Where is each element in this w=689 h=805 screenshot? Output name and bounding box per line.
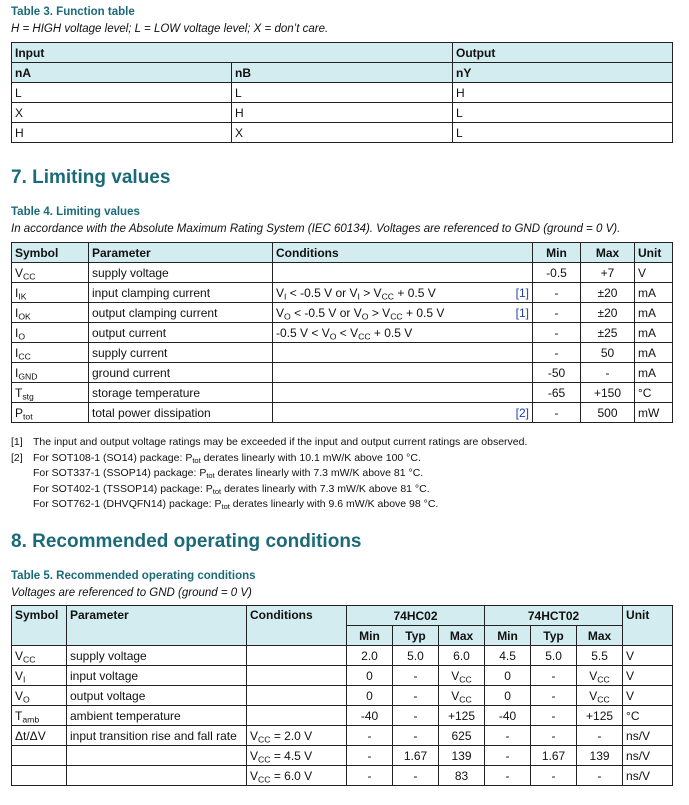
table-row	[12, 83, 673, 103]
parameter-cell: storage temperature	[89, 383, 273, 403]
parameter-cell: supply voltage	[67, 646, 247, 666]
col-max: Max	[439, 626, 485, 646]
conditions-cell	[273, 303, 533, 323]
col-max: Max	[581, 243, 635, 263]
min-cell: -50	[533, 363, 581, 383]
table-row	[12, 123, 673, 143]
table-row	[12, 343, 673, 363]
symbol-subscript: tot	[23, 410, 33, 421]
footnote-ref-link[interactable]: [1]	[515, 305, 529, 320]
parameter-cell: supply voltage	[89, 263, 273, 283]
symbol-subscript: GND	[18, 370, 38, 381]
max-cell: +150	[581, 383, 635, 403]
symbol-subscript: CC	[18, 350, 31, 361]
conditions-cell	[273, 263, 533, 283]
value-cell: -	[347, 766, 393, 786]
table-row	[12, 303, 673, 323]
unit-cell: V	[623, 666, 673, 686]
value-cell: $V_{CC}$	[577, 666, 623, 686]
parameter-cell: output voltage	[67, 686, 247, 706]
table-cell: L	[232, 83, 453, 103]
value-cell: 0	[347, 686, 393, 706]
symbol-base: V	[15, 668, 24, 683]
value-cell: -	[347, 746, 393, 766]
col-unit: Unit	[635, 243, 673, 263]
max-cell: 50	[581, 343, 635, 363]
footnote-number: [1]	[11, 436, 23, 448]
max-cell: 500	[581, 403, 635, 423]
footnote-text: For SOT337-1 (SSOP14) package: $P_{tot}$ derates linearly with 7.3 mW/K above 81 °C.	[33, 467, 424, 481]
value-cell: 5.5	[577, 646, 623, 666]
value-cell: 0	[485, 666, 531, 686]
unit-cell: mW	[635, 403, 673, 423]
parameter-cell: ambient temperature	[67, 706, 247, 726]
value-cell: 139	[577, 746, 623, 766]
value-cell: -	[577, 766, 623, 786]
footnote-text: For SOT402-1 (TSSOP14) package: $P_{tot}$ derates linearly with 7.3 mW/K above 81 °C.	[33, 482, 430, 496]
col-unit: Unit	[623, 606, 673, 646]
symbol-cell	[12, 403, 89, 423]
col-ny: nY	[453, 63, 673, 83]
symbol-cell	[12, 746, 67, 766]
unit-cell: °C	[635, 383, 673, 403]
parameter-cell: ground current	[89, 363, 273, 383]
symbol-cell	[12, 666, 67, 686]
col-group-74hct02: 74HCT02	[485, 606, 623, 626]
max-cell: ±20	[581, 283, 635, 303]
table-row	[12, 686, 673, 706]
value-cell: 0	[347, 666, 393, 686]
symbol-cell	[12, 766, 67, 786]
min-cell: -0.5	[533, 263, 581, 283]
max-cell: ±25	[581, 323, 635, 343]
parameter-cell: input voltage	[67, 666, 247, 686]
col-max: Max	[577, 626, 623, 646]
value-cell: -	[393, 686, 439, 706]
conditions-cell	[247, 666, 347, 686]
symbol-base: V	[15, 265, 24, 280]
table-cell: X	[12, 103, 232, 123]
table-row	[12, 363, 673, 383]
value-cell: -	[393, 666, 439, 686]
value-cell: -	[531, 686, 577, 706]
table-row	[12, 646, 673, 666]
input-group-header: Input	[12, 43, 453, 63]
table-row	[12, 726, 673, 746]
value-cell: -40	[485, 706, 531, 726]
value-cell: 139	[439, 746, 485, 766]
conditions-cell	[273, 403, 533, 423]
symbol-subscript: amb	[22, 713, 40, 724]
col-typ: Typ	[393, 626, 439, 646]
col-symbol: Symbol	[12, 243, 89, 263]
footnote-text: The input and output voltage ratings may be exceeded if the input and output current ratings are observed.	[33, 436, 528, 448]
min-cell: -	[533, 283, 581, 303]
table-cell: L	[453, 123, 673, 143]
symbol-cell	[12, 323, 89, 343]
unit-cell: mA	[635, 283, 673, 303]
value-cell: -	[485, 766, 531, 786]
footnote	[11, 467, 423, 479]
symbol-cell	[12, 303, 89, 323]
value-cell: 1.67	[531, 746, 577, 766]
parameter-cell: input transition rise and fall rate	[67, 726, 247, 746]
conditions-cell	[247, 646, 347, 666]
table-row	[12, 103, 673, 123]
value-cell: 0	[485, 686, 531, 706]
unit-cell: ns/V	[623, 766, 673, 786]
conditions-cell	[273, 283, 533, 303]
footnote-number: [2]	[11, 451, 23, 464]
symbol-subscript: stg	[22, 390, 34, 401]
table-row	[12, 706, 673, 726]
conditions-cell: $V_{CC} = 6.0$ V	[247, 766, 347, 786]
symbol-subscript: O	[18, 330, 26, 341]
value-cell: -	[531, 766, 577, 786]
symbol-base: I	[15, 365, 19, 380]
table-row	[12, 766, 673, 786]
output-group-header: Output	[453, 43, 673, 63]
symbol-base: I	[15, 345, 19, 360]
symbol-base: I	[15, 285, 19, 300]
unit-cell: °C	[623, 706, 673, 726]
col-na: nA	[12, 63, 232, 83]
min-cell: -	[533, 403, 581, 423]
conditions-cell	[273, 383, 533, 403]
parameter-cell	[67, 766, 247, 786]
unit-cell: mA	[635, 343, 673, 363]
footnote-text: For SOT108-1 (SO14) package: $P_{tot}$ derates linearly with 10.1 mW/K above 100 °C.	[33, 451, 421, 465]
symbol-base: T	[15, 708, 23, 723]
symbol-cell	[12, 283, 89, 303]
value-cell: -40	[347, 706, 393, 726]
conditions-text: -0.5 $V < V_O < V_{CC} + 0.5$ V	[276, 325, 413, 341]
symbol-base: T	[15, 385, 23, 400]
value-cell: $V_{CC}$	[577, 686, 623, 706]
table4-caption: Table 4. Limiting values	[11, 206, 140, 218]
col-min: Min	[533, 243, 581, 263]
value-cell: 5.0	[531, 646, 577, 666]
unit-cell: V	[623, 686, 673, 706]
table-row	[12, 666, 673, 686]
table-row	[12, 383, 673, 403]
col-conditions: Conditions	[247, 606, 347, 646]
col-parameter: Parameter	[67, 606, 247, 646]
unit-cell: V	[623, 646, 673, 666]
col-nb: nB	[232, 63, 453, 83]
value-cell: -	[531, 726, 577, 746]
table-cell: H	[453, 83, 673, 103]
parameter-cell: total power dissipation	[89, 403, 273, 423]
symbol-subscript: I	[23, 673, 26, 684]
symbol-base: I	[15, 325, 19, 340]
conditions-cell	[273, 363, 533, 383]
table5-note: Voltages are referenced to GND (ground = 0 V)	[11, 587, 252, 599]
value-cell: -	[531, 666, 577, 686]
symbol-cell	[12, 343, 89, 363]
symbol-cell	[12, 686, 67, 706]
conditions-cell	[273, 323, 533, 343]
symbol-cell	[12, 363, 89, 383]
value-cell: -	[531, 706, 577, 726]
function-table	[11, 42, 673, 143]
symbol-base: V	[15, 648, 24, 663]
conditions-cell	[273, 343, 533, 363]
col-conditions: Conditions	[273, 243, 533, 263]
value-cell: 625	[439, 726, 485, 746]
table-cell: L	[453, 103, 673, 123]
table-row	[12, 323, 673, 343]
table-cell: H	[232, 103, 453, 123]
max-cell: +7	[581, 263, 635, 283]
value-cell: -	[347, 726, 393, 746]
table-cell: H	[12, 123, 232, 143]
conditions-text: $V_I < -0.5$ V or $V_I > V_{CC} + 0.5$ V	[276, 285, 436, 301]
footnote	[11, 498, 438, 510]
symbol-base: V	[15, 688, 24, 703]
unit-cell: ns/V	[623, 746, 673, 766]
unit-cell: mA	[635, 323, 673, 343]
conditions-cell: $V_{CC} = 4.5$ V	[247, 746, 347, 766]
parameter-cell	[67, 746, 247, 766]
symbol-cell	[12, 383, 89, 403]
min-cell: -65	[533, 383, 581, 403]
table3-note: H = HIGH voltage level; L = LOW voltage level; X = don’t care.	[11, 23, 329, 35]
symbol-subscript: O	[23, 693, 30, 704]
table-cell: X	[232, 123, 453, 143]
col-parameter: Parameter	[89, 243, 273, 263]
table4-note: In accordance with the Absolute Maximum Rating System (IEC 60134). Voltages are referenced to GND (ground = 0 V).	[11, 223, 621, 235]
conditions-cell: $V_{CC} = 2.0$ V	[247, 726, 347, 746]
parameter-cell: output current	[89, 323, 273, 343]
table-row	[12, 403, 673, 423]
value-cell: -	[485, 746, 531, 766]
value-cell: 1.67	[393, 746, 439, 766]
value-cell: -	[393, 766, 439, 786]
unit-cell: mA	[635, 303, 673, 323]
value-cell: -	[393, 726, 439, 746]
parameter-cell: input clamping current	[89, 283, 273, 303]
value-cell: 83	[439, 766, 485, 786]
value-cell: 6.0	[439, 646, 485, 666]
col-symbol: Symbol	[12, 606, 67, 646]
recommended-conditions-table	[11, 605, 673, 786]
value-cell: -	[393, 706, 439, 726]
table-row	[12, 746, 673, 766]
unit-cell: V	[635, 263, 673, 283]
value-cell: $V_{CC}$	[439, 666, 485, 686]
symbol-cell	[12, 263, 89, 283]
symbol-cell	[12, 646, 67, 666]
footnote-ref-link[interactable]: [1]	[515, 285, 529, 300]
table-cell: L	[12, 83, 232, 103]
conditions-text: $V_O < -0.5$ V or $V_O > V_{CC} + 0.5$ V	[276, 305, 445, 321]
footnote-ref-link[interactable]: [2]	[515, 405, 529, 420]
col-min: Min	[485, 626, 531, 646]
col-min: Min	[347, 626, 393, 646]
unit-cell: mA	[635, 363, 673, 383]
value-cell: $V_{CC}$	[439, 686, 485, 706]
table5-caption: Table 5. Recommended operating conditions	[11, 570, 256, 582]
value-cell: +125	[439, 706, 485, 726]
footnote-text: For SOT762-1 (DHVQFN14) package: $P_{tot}$ derates linearly with 9.6 mW/K above 98 °C.	[33, 498, 439, 512]
value-cell: -	[577, 726, 623, 746]
symbol-base: Δt/ΔV	[15, 728, 46, 743]
max-cell: -	[581, 363, 635, 383]
footnote	[11, 452, 421, 464]
footnote	[11, 483, 430, 495]
min-cell: -	[533, 343, 581, 363]
parameter-cell: output clamping current	[89, 303, 273, 323]
conditions-cell	[247, 706, 347, 726]
symbol-subscript: OK	[18, 310, 31, 321]
value-cell: -	[485, 726, 531, 746]
footnote	[11, 436, 527, 448]
max-cell: ±20	[581, 303, 635, 323]
conditions-cell	[247, 686, 347, 706]
table-row	[12, 263, 673, 283]
symbol-subscript: CC	[23, 653, 36, 664]
symbol-cell	[12, 706, 67, 726]
parameter-cell: supply current	[89, 343, 273, 363]
value-cell: 4.5	[485, 646, 531, 666]
col-group-74hc02: 74HC02	[347, 606, 485, 626]
section-8-title: 8. Recommended operating conditions	[11, 531, 362, 552]
table-row	[12, 283, 673, 303]
symbol-subscript: IK	[18, 290, 27, 301]
min-cell: -	[533, 323, 581, 343]
unit-cell: ns/V	[623, 726, 673, 746]
table3-caption: Table 3. Function table	[11, 6, 135, 18]
col-typ: Typ	[531, 626, 577, 646]
symbol-base: P	[15, 405, 24, 420]
symbol-subscript: CC	[23, 270, 36, 281]
symbol-base: I	[15, 305, 19, 320]
min-cell: -	[533, 303, 581, 323]
section-7-title: 7. Limiting values	[11, 167, 171, 188]
limiting-values-table	[11, 242, 673, 423]
value-cell: +125	[577, 706, 623, 726]
value-cell: 2.0	[347, 646, 393, 666]
value-cell: 5.0	[393, 646, 439, 666]
symbol-cell	[12, 726, 67, 746]
